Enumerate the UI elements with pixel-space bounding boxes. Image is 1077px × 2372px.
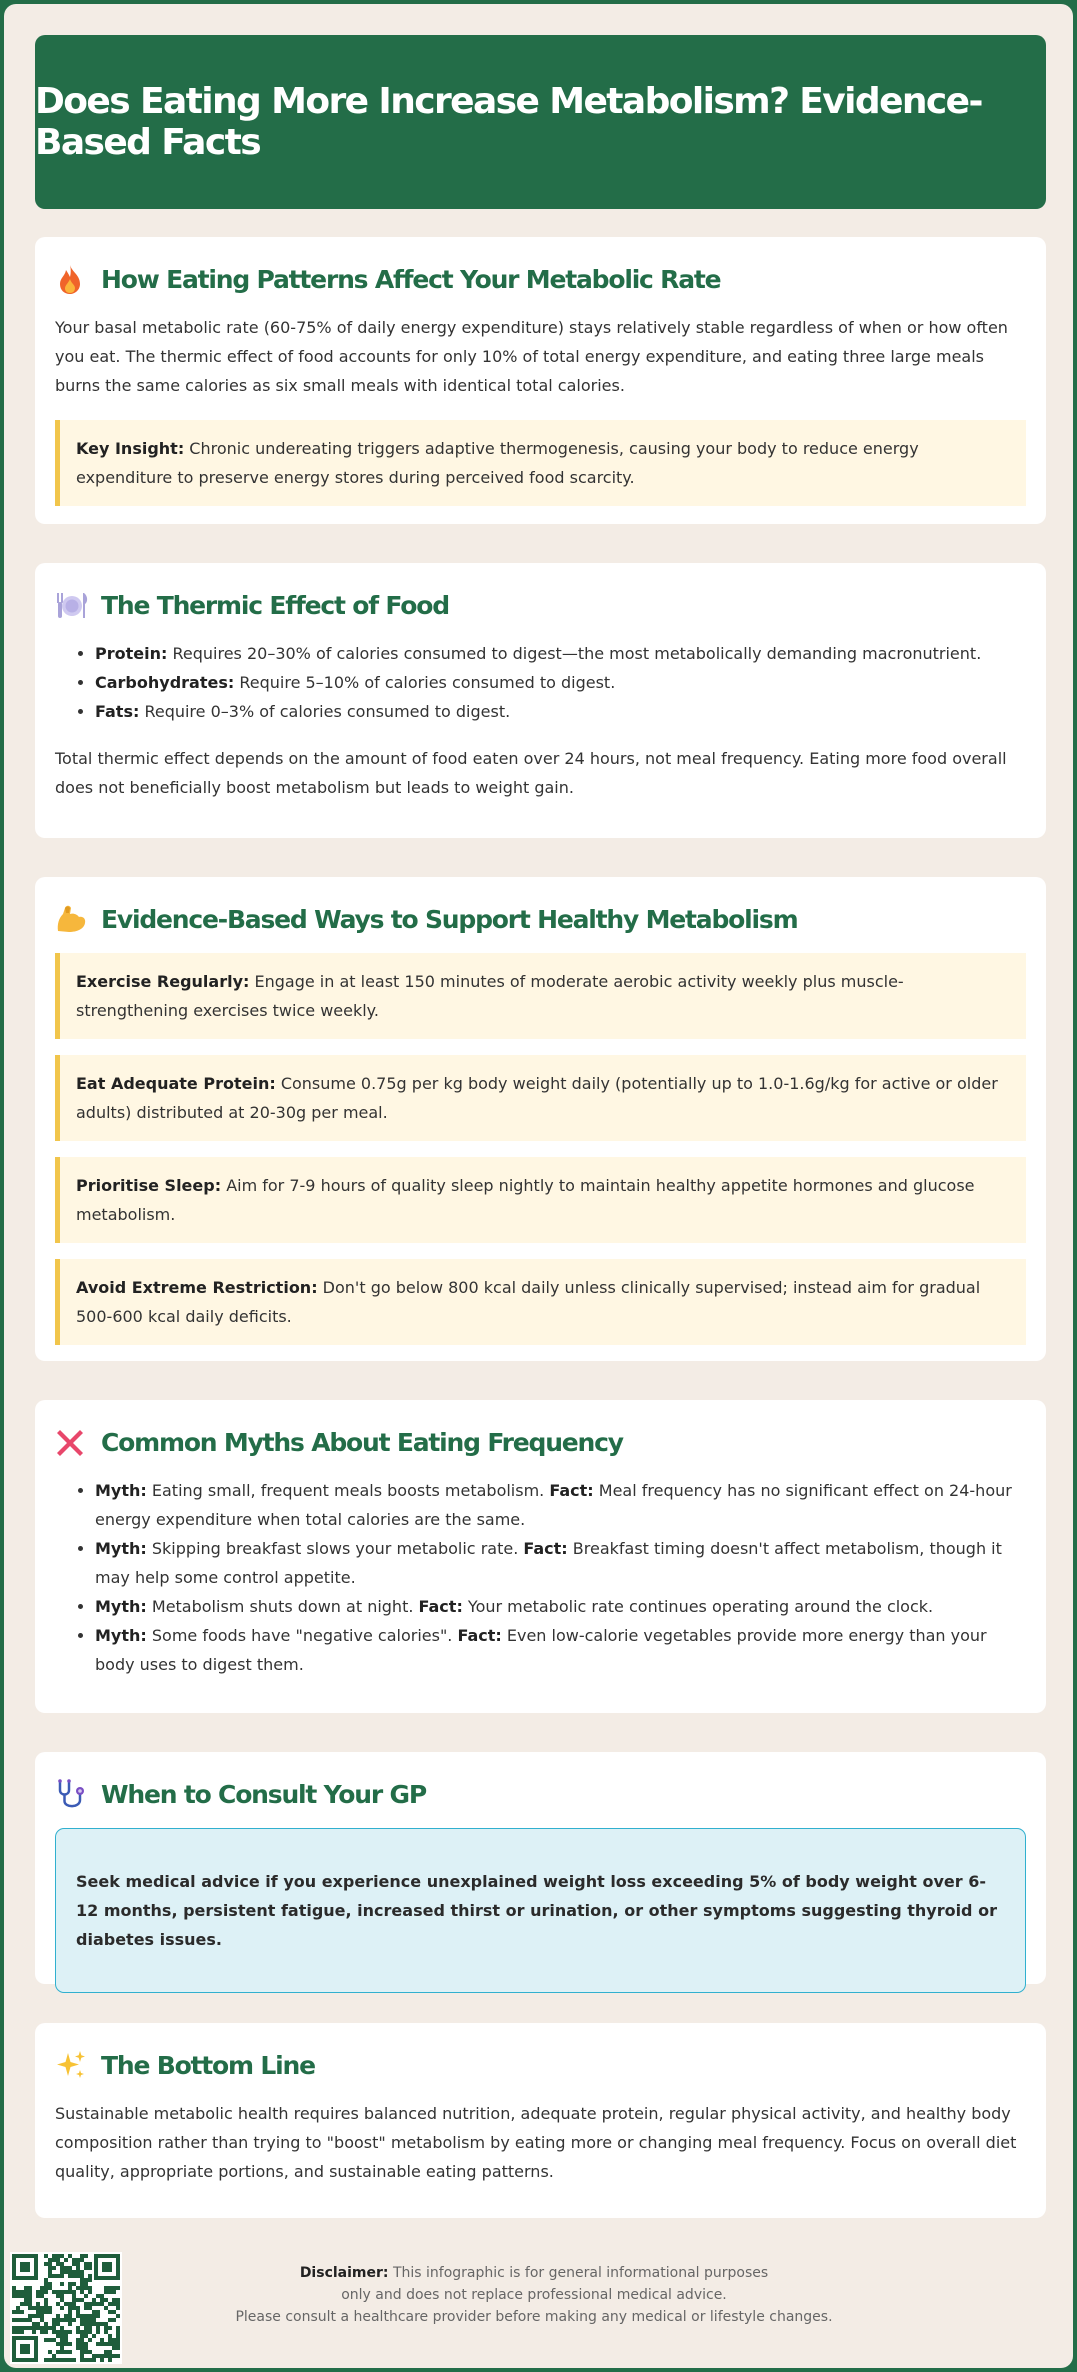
myths-list [55, 1476, 1026, 1679]
disclaimer-line: Please consult a healthcare provider before making any medical or lifestyle changes. [235, 2309, 833, 2325]
tip-callout [55, 1055, 1026, 1141]
tip-callout [55, 1157, 1026, 1243]
section-body: Total thermic effect depends on the amount of food eaten over 24 hours, not meal frequency. Eating more food overall does not beneficially boost metabolism but leads to weight gain. [55, 749, 1007, 797]
fact-label: Fact: [523, 1539, 568, 1558]
list-item [95, 697, 1026, 726]
section-title: Evidence-Based Ways to Support Healthy Metabolism [101, 904, 798, 934]
page-footer [4, 2248, 1073, 2368]
section-title: The Thermic Effect of Food [101, 590, 449, 620]
item-text: Require 5–10% of calories consumed to digest. [234, 673, 616, 692]
tip-label: Prioritise Sleep: [76, 1176, 222, 1195]
section-heading [55, 1774, 1026, 1814]
section-title: How Eating Patterns Affect Your Metabolic Rate [101, 264, 721, 294]
tip-label: Exercise Regularly: [76, 972, 250, 991]
fact-text: Meal frequency has no significant effect on 24-hour energy expenditure when total calories are the same. [95, 1481, 1012, 1529]
fact-text: Even low-calorie vegetables provide more energy than your body uses to digest them. [95, 1626, 987, 1674]
fire-icon [55, 262, 93, 296]
cross-mark-icon [55, 1425, 93, 1459]
myth-label: Myth: [95, 1539, 147, 1558]
tip-callout [55, 953, 1026, 1039]
myth-text: Some foods have "negative calories". [146, 1626, 458, 1645]
myth-text: Skipping breakfast slows your metabolic rate. [146, 1539, 524, 1558]
disclaimer-text: This infographic is for general informational purposes [388, 2265, 769, 2281]
key-insight-callout [55, 420, 1026, 506]
flexed-arm-icon [55, 902, 93, 936]
section-support-metabolism [35, 877, 1046, 1361]
item-text: Require 0–3% of calories consumed to digest. [139, 702, 511, 721]
fact-text: Your metabolic rate continues operating around the clock. [462, 1597, 934, 1616]
list-item [95, 1476, 1026, 1534]
list-item [95, 639, 1026, 668]
tip-label: Eat Adequate Protein: [76, 1074, 276, 1093]
item-text: Requires 20–30% of calories consumed to digest—the most metabolically demanding macronutrient. [167, 644, 982, 663]
infographic-frame [4, 4, 1073, 2368]
fact-label: Fact: [457, 1626, 502, 1645]
section-heading [55, 585, 1026, 625]
stethoscope-icon [55, 1777, 93, 1811]
tip-text: Consume 0.75g per kg body weight daily (potentially up to 1.0-1.6g/kg for active or older adults) distributed at 20-30g per meal. [76, 1074, 998, 1122]
list-item [95, 1621, 1026, 1679]
section-heading [55, 2045, 1026, 2085]
tip-text: Don't go below 800 kcal daily unless clinically supervised; instead aim for gradual 500-600 kcal daily deficits. [76, 1278, 981, 1326]
section-bottom-line [35, 2023, 1046, 2218]
section-thermic-effect [35, 563, 1046, 838]
qr-code-icon [10, 2252, 122, 2364]
section-heading [55, 259, 1026, 299]
fact-label: Fact: [549, 1481, 594, 1500]
tip-callout [55, 1259, 1026, 1345]
disclaimer [234, 2262, 834, 2328]
tip-text: Engage in at least 150 minutes of moderate aerobic activity weekly plus muscle-strengthening exercises twice weekly. [76, 972, 904, 1020]
myth-label: Myth: [95, 1626, 147, 1645]
section-consult-gp [35, 1752, 1046, 1984]
myth-text: Eating small, frequent meals boosts metabolism. [146, 1481, 550, 1500]
insight-text: Chronic undereating triggers adaptive thermogenesis, causing your body to reduce energy expenditure to preserve energy stores during perceived food scarcity. [76, 439, 919, 487]
disclaimer-line [234, 2262, 834, 2284]
gp-advice-box: Seek medical advice if you experience unexplained weight loss exceeding 5% of body weight over 6-12 months, persistent fatigue, increased thirst or urination, or other symptoms suggesting thyroid or diabetes issues. [55, 1828, 1026, 1993]
myth-label: Myth: [95, 1597, 147, 1616]
section-title: Common Myths About Eating Frequency [101, 1427, 623, 1457]
section-title: The Bottom Line [101, 2050, 315, 2080]
fact-label: Fact: [418, 1597, 463, 1616]
list-item [95, 1534, 1026, 1592]
page-header [35, 35, 1046, 209]
fact-text: Breakfast timing doesn't affect metabolism, though it may help some control appetite. [95, 1539, 1002, 1587]
section-body: Sustainable metabolic health requires balanced nutrition, adequate protein, regular physical activity, and healthy body composition rather than trying to "boost" metabolism by eating more or changing meal frequency. Focus on overall diet quality, appropriate portions, and sustainable eating patterns. [55, 2104, 1017, 2181]
list-item [95, 1592, 1026, 1621]
page-title: Does Eating More Increase Metabolism? Evidence-Based Facts [35, 81, 982, 163]
section-heading [55, 899, 1026, 939]
macronutrient-list [55, 639, 1026, 726]
myth-label: Myth: [95, 1481, 147, 1500]
disclaimer-line: only and does not replace professional medical advice. [341, 2287, 727, 2303]
plate-utensils-icon [55, 588, 93, 622]
item-label: Fats: [95, 702, 140, 721]
insight-label: Key Insight: [76, 439, 185, 458]
section-title: When to Consult Your GP [101, 1779, 426, 1809]
section-heading [55, 1422, 1026, 1462]
myth-text: Metabolism shuts down at night. [146, 1597, 419, 1616]
tip-text: Aim for 7-9 hours of quality sleep nightly to maintain healthy appetite hormones and glucose metabolism. [76, 1176, 975, 1224]
section-common-myths [35, 1400, 1046, 1713]
sparkles-icon [55, 2048, 93, 2082]
list-item [95, 668, 1026, 697]
section-body: Your basal metabolic rate (60-75% of daily energy expenditure) stays relatively stable regardless of when or how often you eat. The thermic effect of food accounts for only 10% of total energy expenditure, and eating three large meals burns the same calories as six small meals with identical total calories. [55, 318, 1008, 395]
tip-label: Avoid Extreme Restriction: [76, 1278, 318, 1297]
section-eating-patterns [35, 237, 1046, 524]
item-label: Protein: [95, 644, 168, 663]
item-label: Carbohydrates: [95, 673, 235, 692]
disclaimer-label: Disclaimer: [299, 2265, 389, 2281]
